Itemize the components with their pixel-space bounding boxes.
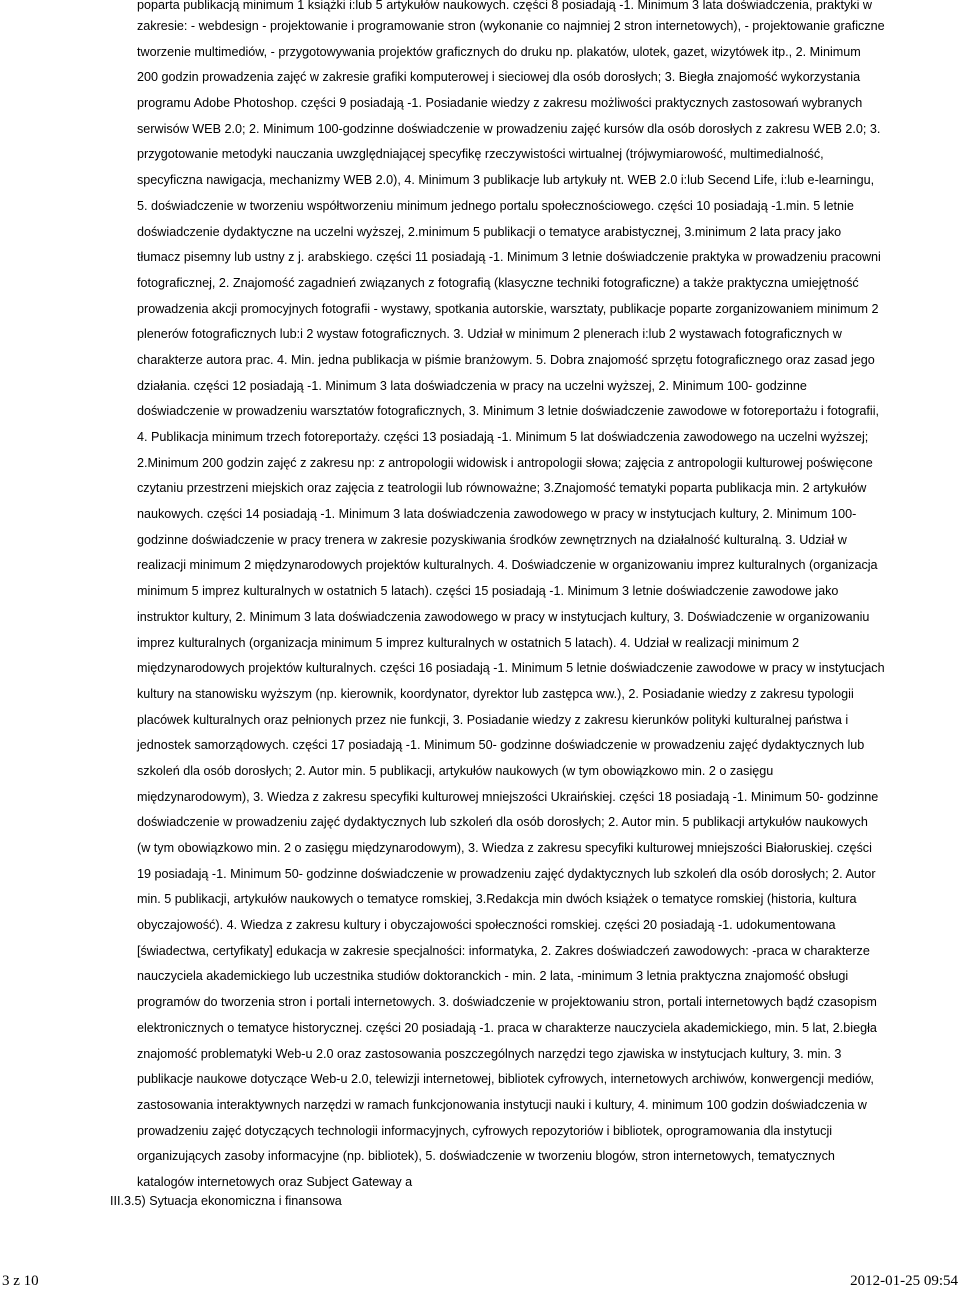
text-line: specyficzna nawigacja, mechanizmy WEB 2.0), 4. Minimum 3 publikacje lub artykuły nt. WEB 2.0 i:lub Secend Life, i:lub e-learningu, xyxy=(137,173,875,188)
text-line: katalogów internetowych oraz Subject Gateway a xyxy=(137,1174,413,1189)
text-line: nauczyciela akademickiego lub uczestnika studiów doktoranckich - min. 2 lata, -minimum 3 letnia praktyczna znajomość obsługi xyxy=(137,969,849,984)
text-line: znajomość problematyki Web-u 2.0 oraz zastosowania poszczególnych narzędzi tego zjawiska w instytucjach kultury, 3. min. 3 xyxy=(137,1046,842,1061)
text-line: 2.Minimum 200 godzin zajęć z zakresu np: z antropologii widowisk i antropologii słowa; zajęcia z antropologii kulturowej poświęcone xyxy=(137,455,873,470)
text-line: organizujących zasoby informacyjne (np. bibliotek), 5. doświadczenie w tworzeniu blogów, stron internetowych, tematycznych xyxy=(137,1149,835,1164)
document-body xyxy=(137,0,897,1196)
text-line: charakterze autora prac. 4. Min. jedna publikacja w piśmie branżowym. 5. Dobra znajomość sprzętu fotograficznego oraz zasad jego xyxy=(137,352,875,367)
text-line: czytaniu przestrzeni miejskich oraz zajęcia z teatrologii lub równoważne; 3.Znajomość tematyki poparta publikacja min. 2 artykułów xyxy=(137,481,867,496)
text-line: instruktor kultury, 2. Minimum 3 lata doświadczenia zawodowego w pracy w instytucjach kultury, 3. Doświadczenie w organizowaniu xyxy=(137,609,870,624)
text-line: placówek kulturalnych oraz pełnionych przez nie funkcji, 3. Posiadanie wiedzy z zakresu kierunków polityki kulturalnej państwa i xyxy=(137,712,849,727)
text-line: imprez kulturalnych (organizacja minimum 5 imprez kulturalnych w ostatnich 5 latach). 4. Udział w realizacji minimum 2 xyxy=(137,635,800,650)
text-line: programów do tworzenia stron i portali internetowych. 3. doświadczenie w projektowaniu stron, portali internetowych bądź czasopism xyxy=(137,995,877,1010)
text-line: doświadczenie w prowadzeniu warsztatów fotograficznych, 3. Minimum 3 letnie doświadczenie zawodowe w fotoreportażu i fotografii, xyxy=(137,404,879,419)
print-timestamp: 2012-01-25 09:54 xyxy=(850,1273,958,1289)
text-line: zastosowania interaktywnych narzędzi w ramach funkcjonowania instytucji nauki i kultury, 4. minimum 100 godzin doświadczenia w xyxy=(137,1097,867,1112)
text-line: tłumacz pisemny lub ustny z j. arabskiego. części 11 posiadają -1. Minimum 3 letnie doświadczenie praktyka w prowadzeniu pracowni xyxy=(137,250,881,265)
section-heading: III.3.5) Sytuacja ekonomiczna i finansowa xyxy=(110,1194,342,1208)
text-line: fotograficznej, 2. Znajomość zagadnień związanych z fotografią (klasyczne techniki fotograficzne) a także praktyczna umiejętność xyxy=(137,275,859,290)
text-line: międzynarodowych projektów kulturalnych. części 16 posiadają -1. Minimum 5 letnie doświadczenie zawodowe w pracy w instytucjach xyxy=(137,661,885,676)
text-line: obyczajowość). 4. Wiedza z zakresu kultury i obyczajowości społeczności romskiej. części 20 posiadają -1. udokumentowana xyxy=(137,918,836,933)
text-line: doświadczenie w prowadzeniu zajęć dydaktycznych lub szkoleń dla osób dorosłych; 2. Autor min. 5 publikacji artykułów naukowych xyxy=(137,815,868,830)
text-line: elektronicznych o tematyce historycznej. części 20 posiadają -1. praca w charakterze nauczyciela akademickiego, min. 5 lat, 2.biegła xyxy=(137,1020,877,1035)
text-line: publikacje naukowe dotyczące Web-u 2.0, telewizji internetowej, bibliotek cyfrowych, internetowych archiwów, konwergencji mediów, xyxy=(137,1072,874,1087)
text-line: naukowych. części 14 posiadają -1. Minimum 3 lata doświadczenia zawodowego w pracy w instytucjach kultury, 2. Minimum 100- xyxy=(137,507,857,522)
text-line: [świadectwa, certyfikaty] edukacja w zakresie specjalności: informatyka, 2. Zakres doświadczeń zawodowych: -praca w charakterze xyxy=(137,943,870,958)
page-footer xyxy=(0,1272,960,1292)
text-line: minimum 5 imprez kulturalnych w ostatnich 5 latach). części 15 posiadają -1. Minimum 3 letnie doświadczenie zawodowe jako xyxy=(137,584,839,599)
text-line: jednostek samorządowych. części 17 posiadają -1. Minimum 50- godzinne doświadczenie w prowadzeniu zajęć dydaktycznych lub xyxy=(137,738,865,753)
text-line: prowadzeniu zajęć dotyczących technologii informacyjnych, cyfrowych repozytoriów i bibliotek, oprogramowania dla instytucji xyxy=(137,1123,833,1138)
text-line: kultury na stanowisku wyższym (np. kierownik, koordynator, dyrektor lub zastępca ww.), 2. Posiadanie wiedzy z zakresu typologii xyxy=(137,686,854,701)
text-line: 200 godzin prowadzenia zajęć w zakresie grafiki komputerowej i sieciowej dla osób dorosłych; 3. Biegła znajomość wykorzystania xyxy=(137,70,861,85)
text-line: 19 posiadają -1. Minimum 50- godzinne doświadczenie w prowadzeniu zajęć dydaktycznych lub szkoleń dla osób dorosłych; 2. Autor xyxy=(137,866,876,881)
text-line: godzinne doświadczenie w pracy trenera w zakresie pozyskiwania środków zewnętrznych na działalność kulturalną. 3. Udział w xyxy=(137,532,847,547)
text-line: tworzenie multimediów, - przygotowywania projektów graficznych do druku np. plakatów, ulotek, gazet, wizytówek itp., 2. Minimum xyxy=(137,44,861,59)
text-line: min. 5 publikacji, artykułów naukowych o tematyce romskiej, 3.Redakcja min dwóch książek o tematyce romskiej (historia, kultura xyxy=(137,892,857,907)
text-line: 5. doświadczenie w tworzeniu współtworzeniu minimum jednego portalu społecznościowego. części 10 posiadają -1.min. 5 letnie xyxy=(137,198,854,213)
text-line: międzynarodowym), 3. Wiedza z zakresu specyfiki kulturowej mniejszości Ukraińskiej. części 18 posiadają -1. Minimum 50- godzinne xyxy=(137,789,879,804)
text-line: działania. części 12 posiadają -1. Minimum 3 lata doświadczenia w pracy na uczelni wyższej, 2. Minimum 100- godzinne xyxy=(137,378,807,393)
text-line: poparta publikacją minimum 1 książki i:lub 5 artykułów naukowych. części 8 posiadają -1. Minimum 3 lata doświadczenia, praktyki w xyxy=(137,0,872,12)
text-line: (w tym obowiązkowo min. 2 o zasięgu międzynarodowym), 3. Wiedza z zakresu specyfiki kulturowej mniejszości Białoruskiej. części xyxy=(137,841,872,855)
text-line: plenerów fotograficznych lub:i 2 wystaw fotograficznych. 3. Udział w minimum 2 plenerach i:lub 2 wystawach fotograficznych w xyxy=(137,327,842,342)
text-line: realizacji minimum 2 międzynarodowych projektów kulturalnych. 4. Doświadczenie w organizowaniu imprez kulturalnych (organizacja xyxy=(137,558,878,573)
text-line: szkoleń dla osób dorosłych; 2. Autor min. 5 publikacji, artykułów naukowych (w tym obowiązkowo min. 2 o zasięgu xyxy=(137,763,774,778)
text-line: programu Adobe Photoshop. części 9 posiadają -1. Posiadanie wiedzy z zakresu możliwości praktycznych zastosowań wybranych xyxy=(137,96,863,111)
text-line: zakresie: - webdesign - projektowanie i programowanie stron (wykonanie co najmniej 2 stron internetowych), - projektowanie graficzne xyxy=(137,19,885,33)
text-line: prowadzenia akcji promocyjnych fotografii - wystawy, spotkania autorskie, warsztaty, publikacje poparte zorganizowaniem minimum 2 xyxy=(137,301,879,316)
text-line: serwisów WEB 2.0; 2. Minimum 100-godzinne doświadczenie w prowadzeniu zajęć kursów dla osób dorosłych z zakresu WEB 2.0; 3. xyxy=(137,121,881,136)
text-line: doświadczenie dydaktyczne na uczelni wyższej, 2.minimum 5 publikacji o tematyce arabistycznej, 3.minimum 2 lata pracy jako xyxy=(137,224,842,239)
text-line: przygotowanie metodyki nauczania uwzględniającej specyfikę rzeczywistości wirtualnej (trójwymiarowość, multimedialność, xyxy=(137,147,824,162)
page-indicator: 3 z 10 xyxy=(2,1273,39,1289)
text-line: 4. Publikacja minimum trzech fotoreportaży. części 13 posiadają -1. Minimum 5 lat doświadczenia zawodowego na uczelni wyższej; xyxy=(137,430,869,444)
